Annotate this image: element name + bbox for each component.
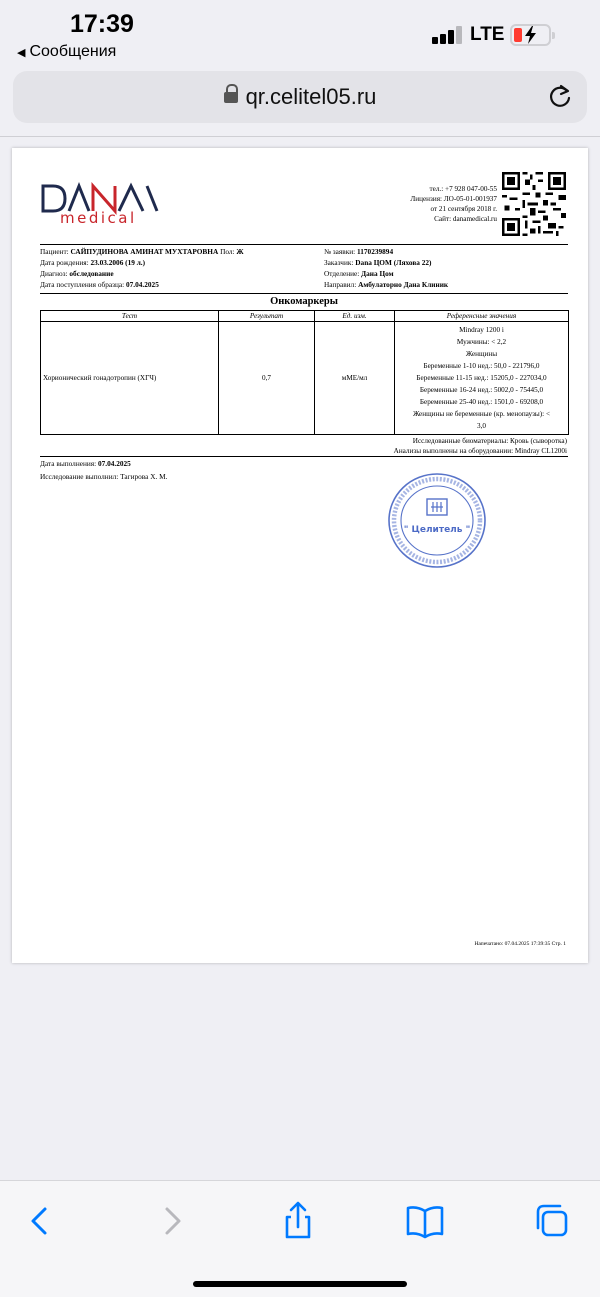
exec-date-line: Дата выполнения: 07.04.2025 [40,459,131,468]
printed-timestamp: Напечатано: 07.04.2025 17:39:35 Стр. 1 [474,941,566,947]
signal-icon [432,26,464,44]
section-title: Онкомаркеры [270,296,338,307]
clinic-contacts: тел.: +7 928 047-00-55 Лицензия: ЛО-05-01-001937 от 21 сентября 2018 г. Сайт: danamedical.ru [410,185,497,223]
equipment-note: Анализы выполнены на оборудовании: Mindray CL1200i [393,447,567,455]
col-header-result: Результат [219,311,315,322]
patient-line: Пациент: САЙПУДИНОВА АМИНАТ МУХТАРОВНА Пол: Ж [40,247,244,256]
test-unit: мМЕ/мл [315,322,395,435]
battery-icon [510,24,551,46]
divider [40,456,568,457]
browser-toolbar [0,1180,600,1297]
test-result: 0,7 [219,322,315,435]
sample-date-line: Дата поступления образца: 07.04.2025 [40,280,159,289]
divider [40,293,568,294]
clock: 17:39 [70,10,134,38]
share-icon[interactable] [278,1201,318,1241]
table-row [41,322,569,435]
clinic-stamp [387,472,487,569]
test-name: Хорионический гонадотропин (ХГЧ) [41,322,219,435]
customer-line: Заказчик: Dana ЦОМ (Ляхова 22) [324,258,432,267]
tabs-icon[interactable] [532,1201,572,1241]
referrer-line: Направил: Амбулаторно Дана Клиник [324,280,449,289]
reference-values: Mindray 1200 i Мужчины: < 2,2 Женщины Беременные 1-10 нед.: 50,0 - 221796,0 Беременные 11-15 нед.: 15205,0 - 227034,0 Беременные 16-24 нед.: 5002,0 - 75445,0 Беременные 25-40 нед.: 1501,0 - 69208,0 Женщины не беременные (кр. менопаузы): < 3,0 [395,322,569,435]
chevron-right-icon[interactable] [152,1201,192,1241]
url-text: qr.celitel05.ru [245,84,377,109]
col-header-reference: Референсные значения [395,311,569,322]
network-type: LTE [470,24,505,45]
col-header-test: Тест [41,311,219,322]
back-app-label: Сообщения [29,43,117,60]
back-to-app-link[interactable] [17,43,116,61]
chevron-left-icon[interactable] [20,1201,60,1241]
qr-code [502,172,566,236]
results-table [40,310,569,435]
back-triangle-icon: ◀ [17,47,26,59]
order-line: № заявки: 1170239894 [324,247,394,256]
lock-icon [224,89,238,105]
col-header-unit: Ед. изм. [315,311,395,322]
diagnosis-line: Диагноз: обследование [40,269,114,278]
status-bar [0,0,600,66]
header-separator [0,136,600,137]
address-bar[interactable] [13,71,587,123]
divider [40,244,568,245]
department-line: Отделение: Дана Цом [324,269,394,278]
stamp-text: " Целитель " [403,525,471,535]
biomaterial-note: Исследованные биоматериалы: Кровь (сыворотка) [412,437,567,445]
logo-subtitle: medical [60,209,137,227]
performer-line: Исследование выполнил: Тагирова Х. М. [40,472,168,481]
birth-line: Дата рождения: 23.03.2006 (19 л.) [40,258,146,267]
document-page [12,148,588,963]
reload-icon[interactable] [547,83,573,109]
book-icon[interactable] [405,1201,445,1241]
home-indicator[interactable] [193,1281,407,1287]
